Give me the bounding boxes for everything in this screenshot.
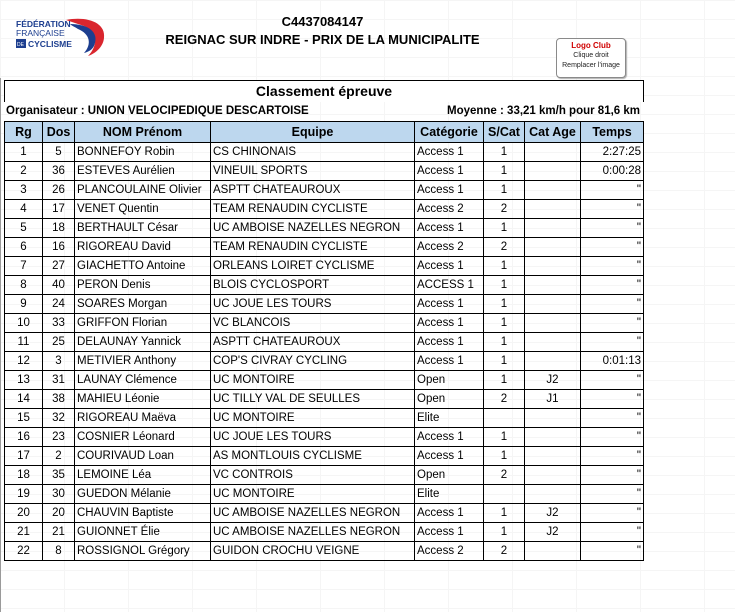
cell-rg[interactable]: 4: [5, 200, 43, 219]
cell-rg[interactable]: 15: [5, 409, 43, 428]
cell-temps[interactable]: ": [581, 333, 644, 352]
cell-rg[interactable]: 20: [5, 504, 43, 523]
logo-club-title: Logo Club: [571, 41, 611, 50]
table-row[interactable]: [5, 295, 644, 314]
cell-scat[interactable]: 1: [484, 295, 525, 314]
ffc-logo-line3: CYCLISME: [28, 39, 72, 49]
cell-equipe[interactable]: UC MONTOIRE: [211, 409, 415, 428]
event-title: REIGNAC SUR INDRE - PRIX DE LA MUNICIPALITE: [165, 32, 480, 47]
cell-rg[interactable]: 6: [5, 238, 43, 257]
cell-scat[interactable]: 1: [484, 504, 525, 523]
cell-scat[interactable]: 1: [484, 181, 525, 200]
cell-catage[interactable]: [525, 219, 581, 238]
cell-categorie[interactable]: Access 1: [415, 447, 484, 466]
cell-rg[interactable]: 2: [5, 162, 43, 181]
cell-catage[interactable]: J1: [525, 390, 581, 409]
cell-catage[interactable]: [525, 447, 581, 466]
cell-temps[interactable]: ": [581, 314, 644, 333]
cell-scat[interactable]: 1: [484, 523, 525, 542]
results-body: [5, 143, 644, 561]
table-row[interactable]: [5, 181, 644, 200]
cell-rg[interactable]: 14: [5, 390, 43, 409]
cell-nom[interactable]: GRIFFON Florian: [75, 314, 211, 333]
cell-nom[interactable]: LEMOINE Léa: [75, 466, 211, 485]
cell-scat[interactable]: 2: [484, 542, 525, 561]
cell-equipe[interactable]: ORLEANS LOIRET CYCLISME: [211, 257, 415, 276]
cell-rg[interactable]: 1: [5, 143, 43, 162]
ffc-logo-line2: FRANÇAISE: [16, 28, 65, 38]
cell-temps[interactable]: ": [581, 409, 644, 428]
cell-nom[interactable]: PERON Denis: [75, 276, 211, 295]
cell-temps[interactable]: ": [581, 523, 644, 542]
cell-temps[interactable]: ": [581, 371, 644, 390]
col-header-rg[interactable]: Rg: [5, 122, 43, 143]
cell-scat[interactable]: 1: [484, 333, 525, 352]
table-row[interactable]: [5, 409, 644, 428]
cell-equipe[interactable]: TEAM RENAUDIN CYCLISTE: [211, 238, 415, 257]
cell-categorie[interactable]: Access 1: [415, 219, 484, 238]
cell-dos[interactable]: 23: [43, 428, 75, 447]
cell-equipe[interactable]: ASPTT CHATEAUROUX: [211, 181, 415, 200]
cell-categorie[interactable]: Access 2: [415, 542, 484, 561]
cell-temps[interactable]: 0:01:13: [581, 352, 644, 371]
cell-equipe[interactable]: COP'S CIVRAY CYCLING: [211, 352, 415, 371]
cell-catage[interactable]: [525, 295, 581, 314]
cell-nom[interactable]: BONNEFOY Robin: [75, 143, 211, 162]
cell-equipe[interactable]: AS MONTLOUIS CYCLISME: [211, 447, 415, 466]
cell-nom[interactable]: METIVIER Anthony: [75, 352, 211, 371]
cell-nom[interactable]: GUEDON Mélanie: [75, 485, 211, 504]
cell-rg[interactable]: 10: [5, 314, 43, 333]
cell-categorie[interactable]: Access 1: [415, 295, 484, 314]
cell-dos[interactable]: 27: [43, 257, 75, 276]
cell-categorie[interactable]: Access 1: [415, 314, 484, 333]
cell-temps[interactable]: ": [581, 485, 644, 504]
cell-categorie[interactable]: Access 1: [415, 143, 484, 162]
cell-dos[interactable]: 5: [43, 143, 75, 162]
cell-categorie[interactable]: Elite: [415, 485, 484, 504]
cell-categorie[interactable]: Access 1: [415, 504, 484, 523]
cell-nom[interactable]: LAUNAY Clémence: [75, 371, 211, 390]
cell-catage[interactable]: [525, 466, 581, 485]
cell-scat[interactable]: 1: [484, 143, 525, 162]
cell-categorie[interactable]: Elite: [415, 409, 484, 428]
cell-catage[interactable]: [525, 238, 581, 257]
results-table: [4, 121, 644, 561]
cell-equipe[interactable]: UC MONTOIRE: [211, 371, 415, 390]
cell-catage[interactable]: [525, 542, 581, 561]
cell-dos[interactable]: 38: [43, 390, 75, 409]
col-header-temps[interactable]: Temps: [581, 122, 644, 143]
cell-categorie[interactable]: Access 1: [415, 181, 484, 200]
cell-temps[interactable]: ": [581, 504, 644, 523]
organizer: Organisateur : UNION VELOCIPEDIQUE DESCARTOISE: [6, 105, 309, 117]
cell-nom[interactable]: GIACHETTO Antoine: [75, 257, 211, 276]
cell-equipe[interactable]: UC AMBOISE NAZELLES NEGRON: [211, 523, 415, 542]
cell-rg[interactable]: 13: [5, 371, 43, 390]
table-row[interactable]: [5, 219, 644, 238]
cell-rg[interactable]: 5: [5, 219, 43, 238]
cell-scat[interactable]: 2: [484, 200, 525, 219]
cell-rg[interactable]: 9: [5, 295, 43, 314]
cell-equipe[interactable]: VINEUIL SPORTS: [211, 162, 415, 181]
table-row[interactable]: [5, 352, 644, 371]
col-header-dos[interactable]: Dos: [43, 122, 75, 143]
cell-dos[interactable]: 17: [43, 200, 75, 219]
cell-equipe[interactable]: CS CHINONAIS: [211, 143, 415, 162]
cell-temps[interactable]: ": [581, 181, 644, 200]
cell-nom[interactable]: RIGOREAU Maëva: [75, 409, 211, 428]
cell-nom[interactable]: ROSSIGNOL Grégory: [75, 542, 211, 561]
cell-equipe[interactable]: UC AMBOISE NAZELLES NEGRON: [211, 219, 415, 238]
cell-dos[interactable]: 20: [43, 504, 75, 523]
cell-catage[interactable]: [525, 257, 581, 276]
cell-temps[interactable]: ": [581, 200, 644, 219]
cell-temps[interactable]: ": [581, 295, 644, 314]
cell-equipe[interactable]: UC TILLY VAL DE SEULLES: [211, 390, 415, 409]
cell-scat[interactable]: [484, 485, 525, 504]
cell-nom[interactable]: GUIONNET Élie: [75, 523, 211, 542]
cell-temps[interactable]: ": [581, 219, 644, 238]
cell-equipe[interactable]: VC BLANCOIS: [211, 314, 415, 333]
logo-club-line2: Remplacer l'image: [562, 62, 620, 69]
cell-rg[interactable]: 7: [5, 257, 43, 276]
cell-scat[interactable]: 2: [484, 466, 525, 485]
cell-nom[interactable]: RIGOREAU David: [75, 238, 211, 257]
cell-categorie[interactable]: Access 2: [415, 238, 484, 257]
sheet-left-border: [0, 78, 1, 612]
col-header-nom[interactable]: NOM Prénom: [75, 122, 211, 143]
cell-catage[interactable]: J2: [525, 523, 581, 542]
table-row[interactable]: [5, 276, 644, 295]
cell-dos[interactable]: 32: [43, 409, 75, 428]
cell-equipe[interactable]: UC JOUE LES TOURS: [211, 295, 415, 314]
cell-equipe[interactable]: GUIDON CROCHU VEIGNE: [211, 542, 415, 561]
table-row[interactable]: [5, 257, 644, 276]
table-row[interactable]: [5, 523, 644, 542]
cell-catage[interactable]: [525, 276, 581, 295]
cell-dos[interactable]: 24: [43, 295, 75, 314]
cell-equipe[interactable]: BLOIS CYCLOSPORT: [211, 276, 415, 295]
organizer-row: [4, 102, 642, 121]
cell-temps[interactable]: ": [581, 447, 644, 466]
cell-dos[interactable]: 35: [43, 466, 75, 485]
cell-temps[interactable]: ": [581, 428, 644, 447]
cell-scat[interactable]: 1: [484, 257, 525, 276]
cell-nom[interactable]: VENET Quentin: [75, 200, 211, 219]
cell-dos[interactable]: 40: [43, 276, 75, 295]
table-row[interactable]: [5, 485, 644, 504]
table-row[interactable]: [5, 504, 644, 523]
cell-catage[interactable]: [525, 333, 581, 352]
cell-rg[interactable]: 19: [5, 485, 43, 504]
cell-categorie[interactable]: Access 2: [415, 200, 484, 219]
col-header-catage[interactable]: Cat Age: [525, 122, 581, 143]
cell-categorie[interactable]: Access 1: [415, 333, 484, 352]
cell-temps[interactable]: ": [581, 257, 644, 276]
cell-nom[interactable]: CHAUVIN Baptiste: [75, 504, 211, 523]
col-header-categorie[interactable]: Catégorie: [415, 122, 484, 143]
race-code: C4437084147: [281, 14, 364, 29]
table-row[interactable]: [5, 238, 644, 257]
cell-dos[interactable]: 33: [43, 314, 75, 333]
cell-dos[interactable]: 2: [43, 447, 75, 466]
cell-categorie[interactable]: ACCESS 1: [415, 276, 484, 295]
table-row[interactable]: [5, 542, 644, 561]
cell-equipe[interactable]: VC CONTROIS: [211, 466, 415, 485]
table-header-row: [5, 122, 644, 143]
cell-nom[interactable]: COURIVAUD Loan: [75, 447, 211, 466]
table-row[interactable]: [5, 143, 644, 162]
cell-catage[interactable]: [525, 409, 581, 428]
cell-temps[interactable]: ": [581, 542, 644, 561]
cell-rg[interactable]: 11: [5, 333, 43, 352]
cell-dos[interactable]: 26: [43, 181, 75, 200]
cell-categorie[interactable]: Access 1: [415, 162, 484, 181]
table-row[interactable]: [5, 333, 644, 352]
table-row[interactable]: [5, 390, 644, 409]
cell-catage[interactable]: [525, 428, 581, 447]
logo-club-placeholder[interactable]: [556, 38, 626, 78]
cell-equipe[interactable]: ASPTT CHATEAUROUX: [211, 333, 415, 352]
col-header-scat[interactable]: S/Cat: [484, 122, 525, 143]
cell-scat[interactable]: 1: [484, 447, 525, 466]
cell-categorie[interactable]: Access 1: [415, 352, 484, 371]
cell-scat[interactable]: 2: [484, 390, 525, 409]
cell-catage[interactable]: [525, 162, 581, 181]
cell-catage[interactable]: [525, 181, 581, 200]
cell-categorie[interactable]: Open: [415, 390, 484, 409]
cell-categorie[interactable]: Open: [415, 466, 484, 485]
ffc-logo-small: DE: [17, 42, 24, 48]
table-row[interactable]: [5, 162, 644, 181]
table-row[interactable]: [5, 314, 644, 333]
cell-temps[interactable]: ": [581, 390, 644, 409]
cell-catage[interactable]: [525, 485, 581, 504]
cell-dos[interactable]: 16: [43, 238, 75, 257]
cell-nom[interactable]: PLANCOULAINE Olivier: [75, 181, 211, 200]
cell-rg[interactable]: 17: [5, 447, 43, 466]
cell-catage[interactable]: J2: [525, 504, 581, 523]
cell-nom[interactable]: MAHIEU Léonie: [75, 390, 211, 409]
cell-categorie[interactable]: Access 1: [415, 257, 484, 276]
cell-categorie[interactable]: Open: [415, 371, 484, 390]
average-speed: Moyenne : 33,21 km/h pour 81,6 km: [446, 105, 640, 117]
cell-scat[interactable]: 1: [484, 314, 525, 333]
cell-catage[interactable]: [525, 314, 581, 333]
cell-rg[interactable]: 22: [5, 542, 43, 561]
cell-scat[interactable]: 1: [484, 162, 525, 181]
cell-nom[interactable]: SOARES Morgan: [75, 295, 211, 314]
cell-equipe[interactable]: UC MONTOIRE: [211, 485, 415, 504]
table-row[interactable]: [5, 466, 644, 485]
cell-categorie[interactable]: Access 1: [415, 523, 484, 542]
cell-scat[interactable]: 1: [484, 219, 525, 238]
cell-rg[interactable]: 16: [5, 428, 43, 447]
table-row[interactable]: [5, 200, 644, 219]
cell-rg[interactable]: 18: [5, 466, 43, 485]
cell-scat[interactable]: 1: [484, 276, 525, 295]
cell-catage[interactable]: J2: [525, 371, 581, 390]
cell-catage[interactable]: [525, 200, 581, 219]
cell-dos[interactable]: 25: [43, 333, 75, 352]
cell-rg[interactable]: 21: [5, 523, 43, 542]
cell-temps[interactable]: ": [581, 466, 644, 485]
cell-scat[interactable]: 2: [484, 238, 525, 257]
cell-dos[interactable]: 31: [43, 371, 75, 390]
cell-nom[interactable]: COSNIER Léonard: [75, 428, 211, 447]
cell-equipe[interactable]: UC AMBOISE NAZELLES NEGRON: [211, 504, 415, 523]
cell-temps[interactable]: ": [581, 238, 644, 257]
logo-club-line1: Clique droit: [573, 52, 609, 59]
cell-rg[interactable]: 8: [5, 276, 43, 295]
cell-rg[interactable]: 3: [5, 181, 43, 200]
cell-scat[interactable]: [484, 409, 525, 428]
table-row[interactable]: [5, 447, 644, 466]
cell-equipe[interactable]: TEAM RENAUDIN CYCLISTE: [211, 200, 415, 219]
cell-dos[interactable]: 21: [43, 523, 75, 542]
cell-nom[interactable]: ESTEVES Aurélien: [75, 162, 211, 181]
ffc-logo-line1: FÉDÉRATION: [16, 19, 71, 29]
col-header-equipe[interactable]: Equipe: [211, 122, 415, 143]
cell-dos[interactable]: 30: [43, 485, 75, 504]
cell-nom[interactable]: BERTHAULT César: [75, 219, 211, 238]
table-row[interactable]: [5, 371, 644, 390]
cell-rg[interactable]: 12: [5, 352, 43, 371]
cell-temps[interactable]: 0:00:28: [581, 162, 644, 181]
cell-dos[interactable]: 3: [43, 352, 75, 371]
cell-dos[interactable]: 18: [43, 219, 75, 238]
cell-scat[interactable]: 1: [484, 352, 525, 371]
cell-catage[interactable]: [525, 352, 581, 371]
cell-equipe[interactable]: UC JOUE LES TOURS: [211, 428, 415, 447]
cell-scat[interactable]: 1: [484, 428, 525, 447]
cell-dos[interactable]: 8: [43, 542, 75, 561]
cell-catage[interactable]: [525, 143, 581, 162]
classement-title: Classement épreuve: [4, 80, 644, 102]
cell-nom[interactable]: DELAUNAY Yannick: [75, 333, 211, 352]
cell-categorie[interactable]: Access 1: [415, 428, 484, 447]
cell-scat[interactable]: 1: [484, 371, 525, 390]
table-row[interactable]: [5, 428, 644, 447]
cell-temps[interactable]: 2:27:25: [581, 143, 644, 162]
cell-dos[interactable]: 36: [43, 162, 75, 181]
cell-temps[interactable]: ": [581, 276, 644, 295]
